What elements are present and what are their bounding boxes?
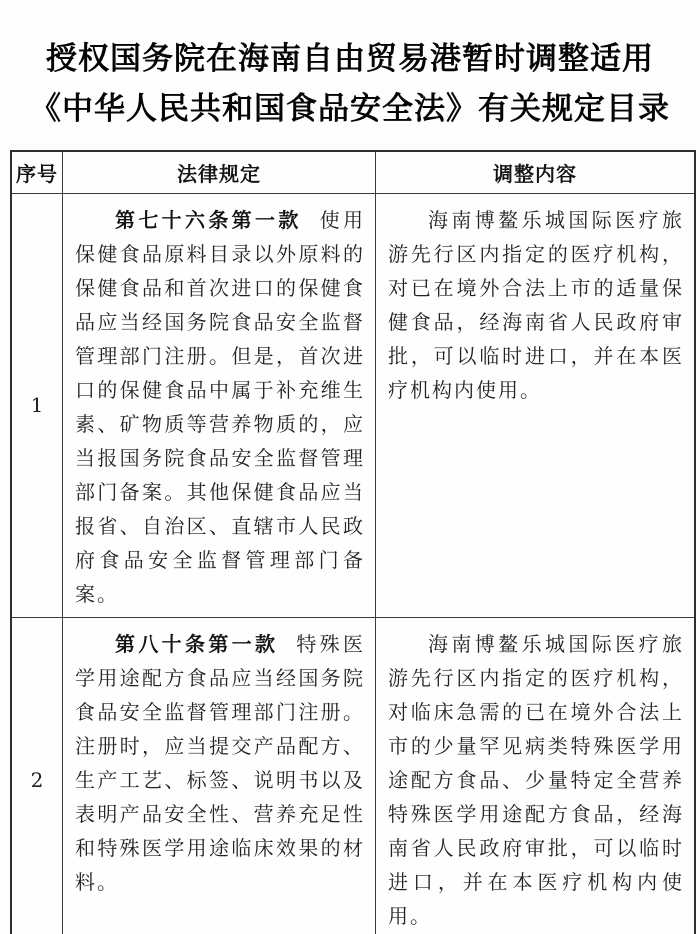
row-1-adjustment-cell bbox=[376, 193, 696, 617]
header-legal-provision: 法律规定 bbox=[63, 151, 376, 193]
row-2-legal-provision-cell bbox=[63, 617, 376, 934]
row-2-law-text: 特殊医学用途配方食品应当经国务院食品安全监督管理部门注册。注册时，应当提交产品配方、生产工艺、标签、说明书以及表明产品安全性、营养充足性和特殊医学用途临床效果的材料。 bbox=[75, 631, 366, 894]
document-title bbox=[0, 34, 700, 134]
row-1-law-clause: 第七十六条第一款 bbox=[115, 207, 302, 232]
header-adjustment-content: 调整内容 bbox=[376, 151, 696, 193]
row-2-adjustment-cell bbox=[376, 617, 696, 934]
row-1-legal-provision-cell bbox=[63, 193, 376, 617]
adjustment-catalog-table bbox=[10, 150, 696, 934]
row-2-serial-number: 2 bbox=[11, 617, 63, 934]
row-1-legal-provision-paragraph bbox=[63, 194, 375, 617]
row-1-law-text: 使用保健食品原料目录以外原料的保健食品和首次进口的保健食品应当经国务院食品安全监督管理部门注册。但是，首次进口的保健食品中属于补充维生素、矿物质等营养物质的，应当报国务院食品安全监督管理部门备案。其他保健食品应当报省、自治区、直辖市人民政府食品安全监督管理部门备案。 bbox=[75, 207, 366, 606]
table-header-row bbox=[11, 151, 695, 193]
row-1-adjustment-paragraph: 海南博鳌乐城国际医疗旅游先行区内指定的医疗机构，对已在境外合法上市的适量保健食品，经海南省人民政府审批，可以临时进口，并在本医疗机构内使用。 bbox=[388, 207, 684, 402]
row-2-legal-provision-paragraph bbox=[63, 618, 375, 905]
row-1-serial-number: 1 bbox=[11, 193, 63, 617]
title-line-2: 《中华人民共和国食品安全法》有关规定目录 bbox=[30, 91, 670, 127]
title-line-1: 授权国务院在海南自由贸易港暂时调整适用 bbox=[46, 41, 654, 77]
header-serial-number: 序号 bbox=[11, 151, 63, 193]
row-2-law-clause: 第八十条第一款 bbox=[115, 631, 279, 656]
table-row bbox=[11, 617, 695, 934]
table-row bbox=[11, 193, 695, 617]
row-2-adjustment-paragraph: 海南博鳌乐城国际医疗旅游先行区内指定的医疗机构，对临床急需的已在境外合法上市的少量罕见病类特殊医学用途配方食品、少量特定全营养特殊医学用途配方食品，经海南省人民政府审批，可以临时进口，并在本医疗机构内使用。 bbox=[388, 631, 684, 928]
